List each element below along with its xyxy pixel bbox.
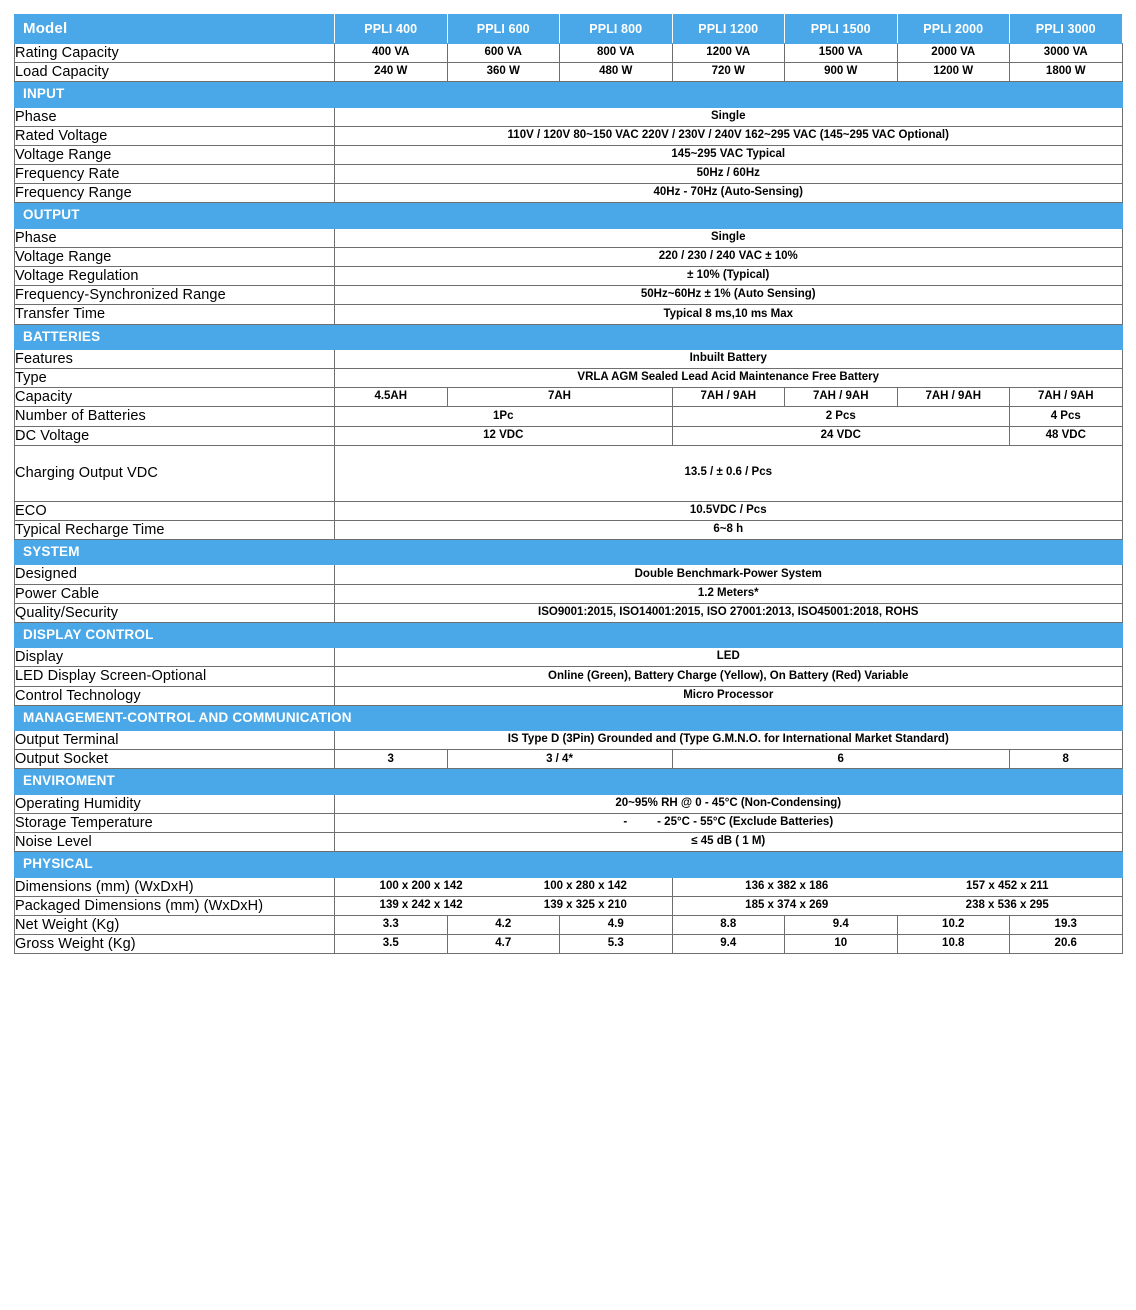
- spec-value: 1200 W: [897, 63, 1010, 82]
- row-label: Quality/Security: [15, 603, 335, 622]
- row-label: LED Display Screen-Optional: [15, 667, 335, 686]
- dimension-pair: [677, 899, 1118, 913]
- spec-row: [15, 63, 1123, 82]
- spec-row: [15, 426, 1123, 445]
- spec-row: [15, 877, 1123, 896]
- model-column-header: [785, 15, 898, 44]
- dimension-value: 185 x 374 x 269: [745, 899, 829, 912]
- spec-value: ± 10% (Typical): [335, 267, 1123, 286]
- row-label: Voltage Regulation: [15, 267, 335, 286]
- section-header-cell: [15, 324, 1123, 350]
- spec-row: [15, 897, 1123, 916]
- spec-value: 600 VA: [447, 44, 560, 63]
- spec-value: [335, 814, 1123, 833]
- spec-value: 9.4: [785, 916, 898, 935]
- spec-value: 50Hz~60Hz ± 1% (Auto Sensing): [335, 286, 1123, 305]
- spec-value: 20~95% RH @ 0 - 45°C (Non-Condensing): [335, 794, 1123, 813]
- row-label: Phase: [15, 107, 335, 126]
- spec-value: 7AH / 9AH: [1010, 388, 1123, 407]
- spec-row: [15, 350, 1123, 369]
- spec-value: 360 W: [447, 63, 560, 82]
- row-label: Packaged Dimensions (mm) (WxDxH): [15, 897, 335, 916]
- spec-value: 3.3: [335, 916, 448, 935]
- spec-value: ISO9001:2015, ISO14001:2015, ISO 27001:2013, ISO45001:2018, ROHS: [335, 603, 1123, 622]
- section-header-cell: [15, 769, 1123, 795]
- row-label: ECO: [15, 501, 335, 520]
- spec-value: 900 W: [785, 63, 898, 82]
- row-label: Typical Recharge Time: [15, 520, 335, 539]
- section-title: BATTERIES: [23, 328, 101, 344]
- row-label: Operating Humidity: [15, 794, 335, 813]
- dimension-value: 100 x 280 x 142: [543, 880, 627, 893]
- model-column-header: [447, 15, 560, 44]
- spec-row: [15, 648, 1123, 667]
- spec-row: [15, 686, 1123, 705]
- spec-value: 10.2: [897, 916, 1010, 935]
- spec-value: 1.2 Meters*: [335, 584, 1123, 603]
- model-column-header: [335, 15, 448, 44]
- dimension-value: 238 x 536 x 295: [965, 899, 1049, 912]
- spec-row: [15, 369, 1123, 388]
- spec-value: 20.6: [1010, 935, 1123, 954]
- spec-row: [15, 44, 1123, 63]
- row-label: Transfer Time: [15, 305, 335, 324]
- spec-value: 6~8 h: [335, 520, 1123, 539]
- spec-value: [672, 877, 1122, 896]
- section-title: MANAGEMENT-CONTROL AND COMMUNICATION: [23, 709, 352, 725]
- row-label: Frequency Range: [15, 184, 335, 203]
- dimension-value: 100 x 200 x 142: [379, 880, 463, 893]
- spec-row: [15, 501, 1123, 520]
- header-label-cell: [15, 15, 335, 44]
- row-label: Type: [15, 369, 335, 388]
- table-body: [15, 15, 1123, 954]
- spec-value: 1500 VA: [785, 44, 898, 63]
- spec-value: 1200 VA: [672, 44, 785, 63]
- row-label: Voltage Range: [15, 146, 335, 165]
- row-label: Storage Temperature: [15, 814, 335, 833]
- model-name: PPLI 600: [476, 21, 530, 36]
- row-label: Phase: [15, 228, 335, 247]
- dimension-pair: [339, 899, 668, 913]
- spec-value: 1Pc: [335, 407, 673, 426]
- spec-value: 800 VA: [560, 44, 673, 63]
- spec-value: VRLA AGM Sealed Lead Acid Maintenance Free Battery: [335, 369, 1123, 388]
- spec-value: 4.9: [560, 916, 673, 935]
- spec-row: [15, 814, 1123, 833]
- spec-value: 10: [785, 935, 898, 954]
- row-label: Output Socket: [15, 750, 335, 769]
- model-name: PPLI 1500: [810, 21, 871, 36]
- spec-value: 7AH / 9AH: [897, 388, 1010, 407]
- model-name: PPLI 800: [589, 21, 643, 36]
- spec-value: 24 VDC: [672, 426, 1010, 445]
- section-header-row: [15, 852, 1123, 878]
- row-label: Output Terminal: [15, 731, 335, 750]
- section-title: DISPLAY CONTROL: [23, 626, 154, 642]
- row-label: Net Weight (Kg): [15, 916, 335, 935]
- row-label: Display: [15, 648, 335, 667]
- spec-value: 7AH / 9AH: [672, 388, 785, 407]
- spec-value: Single: [335, 228, 1123, 247]
- spec-row: [15, 165, 1123, 184]
- spec-row: [15, 126, 1123, 145]
- specification-table: [14, 14, 1123, 954]
- spec-row: [15, 916, 1123, 935]
- model-column-header: [897, 15, 1010, 44]
- dimension-value: 136 x 382 x 186: [745, 880, 829, 893]
- spec-value: 7AH / 9AH: [785, 388, 898, 407]
- model-name: PPLI 1200: [698, 21, 759, 36]
- row-label: Rated Voltage: [15, 126, 335, 145]
- spec-value: 720 W: [672, 63, 785, 82]
- section-header-row: [15, 705, 1123, 731]
- model-column-header: [672, 15, 785, 44]
- section-header-cell: [15, 203, 1123, 229]
- dimension-value: 139 x 325 x 210: [543, 899, 627, 912]
- footnote: [14, 954, 1122, 968]
- model-column-header: [1010, 15, 1123, 44]
- section-title: PHYSICAL: [23, 856, 93, 872]
- spec-value: 50Hz / 60Hz: [335, 165, 1123, 184]
- row-label: Features: [15, 350, 335, 369]
- spec-row: [15, 520, 1123, 539]
- spec-value: Online (Green), Battery Charge (Yellow), On Battery (Red) Variable: [335, 667, 1123, 686]
- dimension-value: 157 x 452 x 211: [966, 880, 1049, 893]
- row-label: Frequency-Synchronized Range: [15, 286, 335, 305]
- spec-row: [15, 833, 1123, 852]
- spec-value: 9.4: [672, 935, 785, 954]
- spec-row: [15, 267, 1123, 286]
- spec-row: [15, 794, 1123, 813]
- section-header-cell: [15, 852, 1123, 878]
- spec-row: [15, 445, 1123, 501]
- spec-row: [15, 388, 1123, 407]
- spec-value: 3.5: [335, 935, 448, 954]
- row-label: Gross Weight (Kg): [15, 935, 335, 954]
- spec-value: Typical 8 ms,10 ms Max: [335, 305, 1123, 324]
- model-header-text: Model: [23, 20, 68, 37]
- row-label: Charging Output VDC: [15, 445, 335, 501]
- spec-row: [15, 184, 1123, 203]
- spec-value: 220 / 230 / 240 VAC ± 10%: [335, 248, 1123, 267]
- section-header-row: [15, 539, 1123, 565]
- spec-value: Single: [335, 107, 1123, 126]
- spec-row: [15, 286, 1123, 305]
- spec-row: [15, 407, 1123, 426]
- dimension-value: 139 x 242 x 142: [379, 899, 463, 912]
- section-title: SYSTEM: [23, 543, 80, 559]
- section-header-cell: [15, 705, 1123, 731]
- spec-value: LED: [335, 648, 1123, 667]
- spec-row: [15, 731, 1123, 750]
- spec-value: 40Hz - 70Hz (Auto-Sensing): [335, 184, 1123, 203]
- spec-value: 8.8: [672, 916, 785, 935]
- spec-value: 4.2: [447, 916, 560, 935]
- spec-value: 7AH: [447, 388, 672, 407]
- spec-value: [335, 897, 673, 916]
- section-header-cell: [15, 539, 1123, 565]
- spec-row: [15, 248, 1123, 267]
- model-name: PPLI 3000: [1035, 21, 1096, 36]
- spec-value: IS Type D (3Pin) Grounded and (Type G.M.N.O. for International Market Standard): [335, 731, 1123, 750]
- spec-value: 48 VDC: [1010, 426, 1123, 445]
- spec-value: 19.3: [1010, 916, 1123, 935]
- temperature-line: [623, 816, 833, 828]
- spec-value: 6: [672, 750, 1010, 769]
- model-column-header: [560, 15, 673, 44]
- spec-row: [15, 146, 1123, 165]
- spec-value: ≤ 45 dB ( 1 M): [335, 833, 1123, 852]
- spec-row: [15, 603, 1123, 622]
- spec-value: 480 W: [560, 63, 673, 82]
- spec-row: [15, 305, 1123, 324]
- section-title: OUTPUT: [23, 207, 80, 223]
- spec-value: 4.5AH: [335, 388, 448, 407]
- section-header-row: [15, 622, 1123, 648]
- row-label: Noise Level: [15, 833, 335, 852]
- spec-value: 10.5VDC / Pcs: [335, 501, 1123, 520]
- spec-value: Double Benchmark-Power System: [335, 565, 1123, 584]
- spec-value: Micro Processor: [335, 686, 1123, 705]
- spec-value: 110V / 120V 80~150 VAC 220V / 230V / 240V 162~295 VAC (145~295 VAC Optional): [335, 126, 1123, 145]
- spec-value: [335, 877, 673, 896]
- spec-value: 1800 W: [1010, 63, 1123, 82]
- spec-row: [15, 750, 1123, 769]
- spec-row: [15, 107, 1123, 126]
- spec-value: Inbuilt Battery: [335, 350, 1123, 369]
- section-header-cell: [15, 622, 1123, 648]
- row-label: Voltage Range: [15, 248, 335, 267]
- spec-value: 3 / 4*: [447, 750, 672, 769]
- row-label: Number of Batteries: [15, 407, 335, 426]
- spec-value: 8: [1010, 750, 1123, 769]
- spec-row: [15, 584, 1123, 603]
- row-label: Power Cable: [15, 584, 335, 603]
- spec-value: 240 W: [335, 63, 448, 82]
- spec-row: [15, 935, 1123, 954]
- dimension-pair: [677, 880, 1118, 894]
- row-label: Capacity: [15, 388, 335, 407]
- table-header-row: [15, 15, 1123, 44]
- model-name: PPLI 2000: [923, 21, 984, 36]
- section-title: ENVIROMENT: [23, 773, 116, 789]
- model-name: PPLI 400: [364, 21, 418, 36]
- spec-value: 5.3: [560, 935, 673, 954]
- spec-row: [15, 565, 1123, 584]
- section-header-row: [15, 769, 1123, 795]
- spec-value: [672, 897, 1122, 916]
- row-label: Load Capacity: [15, 63, 335, 82]
- section-header-row: [15, 324, 1123, 350]
- spec-value: 2 Pcs: [672, 407, 1010, 426]
- temperature-value: - 25°C - 55°C (Exclude Batteries): [657, 816, 834, 829]
- section-header-row: [15, 82, 1123, 108]
- spec-row: [15, 667, 1123, 686]
- row-label: Control Technology: [15, 686, 335, 705]
- spec-value: 145~295 VAC Typical: [335, 146, 1123, 165]
- spec-value: 3: [335, 750, 448, 769]
- spec-value: 400 VA: [335, 44, 448, 63]
- spec-value: 10.8: [897, 935, 1010, 954]
- spec-value: 3000 VA: [1010, 44, 1123, 63]
- spec-value: 13.5 / ± 0.6 / Pcs: [335, 445, 1123, 501]
- spec-value: 2000 VA: [897, 44, 1010, 63]
- spec-row: [15, 228, 1123, 247]
- spec-value: 4 Pcs: [1010, 407, 1123, 426]
- row-label: Designed: [15, 565, 335, 584]
- dimension-pair: [339, 880, 668, 894]
- spec-value: 4.7: [447, 935, 560, 954]
- row-label: Frequency Rate: [15, 165, 335, 184]
- section-title: INPUT: [23, 86, 65, 102]
- row-label: Rating Capacity: [15, 44, 335, 63]
- row-label: Dimensions (mm) (WxDxH): [15, 877, 335, 896]
- spec-value: 12 VDC: [335, 426, 673, 445]
- leading-dash: -: [623, 816, 628, 829]
- row-label: DC Voltage: [15, 426, 335, 445]
- section-header-cell: [15, 82, 1123, 108]
- section-header-row: [15, 203, 1123, 229]
